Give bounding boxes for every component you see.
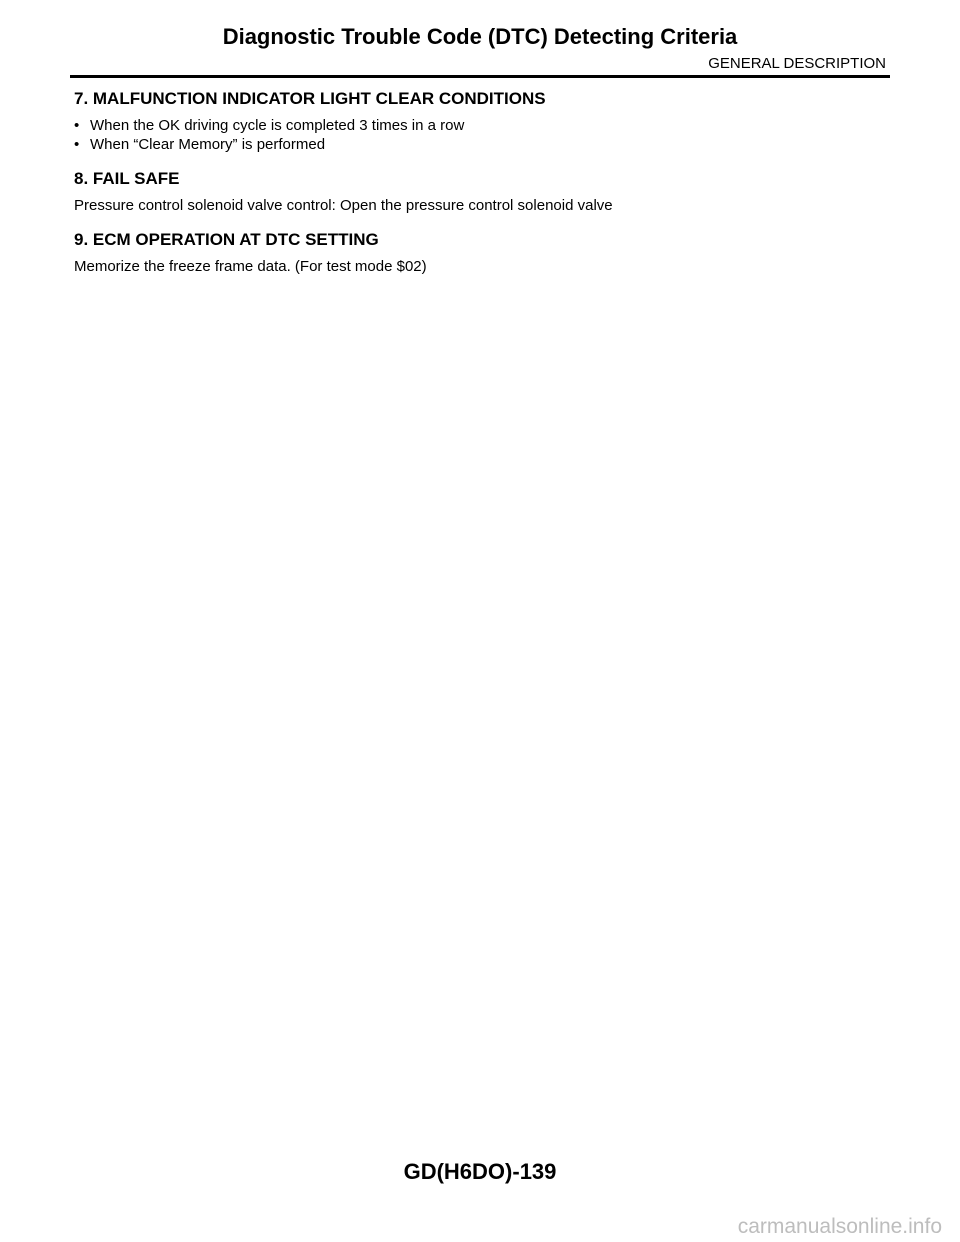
bullet-icon: •	[74, 136, 80, 153]
ecm-operation-text: Memorize the freeze frame data. (For test mode $02)	[74, 258, 427, 275]
page-title: Diagnostic Trouble Code (DTC) Detecting Criteria	[222, 24, 738, 49]
mil-clear-conditions-list	[74, 116, 886, 154]
heading-mil-clear-conditions: 7. MALFUNCTION INDICATOR LIGHT CLEAR CONDITIONS	[74, 89, 546, 108]
list-item-text: When the OK driving cycle is completed 3 times in a row	[90, 117, 465, 134]
page-number: GD(H6DO)-139	[403, 1159, 557, 1184]
section-subtitle: GENERAL DESCRIPTION	[708, 55, 886, 72]
bullet-icon: •	[74, 117, 80, 134]
list-item	[74, 116, 886, 135]
list-item	[74, 135, 886, 154]
fail-safe-text: Pressure control solenoid valve control: Open the pressure control solenoid valve	[74, 197, 613, 214]
heading-ecm-operation: 9. ECM OPERATION AT DTC SETTING	[74, 230, 379, 249]
watermark: carmanualsonline.info	[737, 1215, 942, 1238]
heading-fail-safe: 8. FAIL SAFE	[74, 169, 180, 188]
document-body	[74, 86, 886, 276]
list-item-text: When “Clear Memory” is performed	[90, 136, 326, 153]
header-divider	[70, 75, 890, 78]
